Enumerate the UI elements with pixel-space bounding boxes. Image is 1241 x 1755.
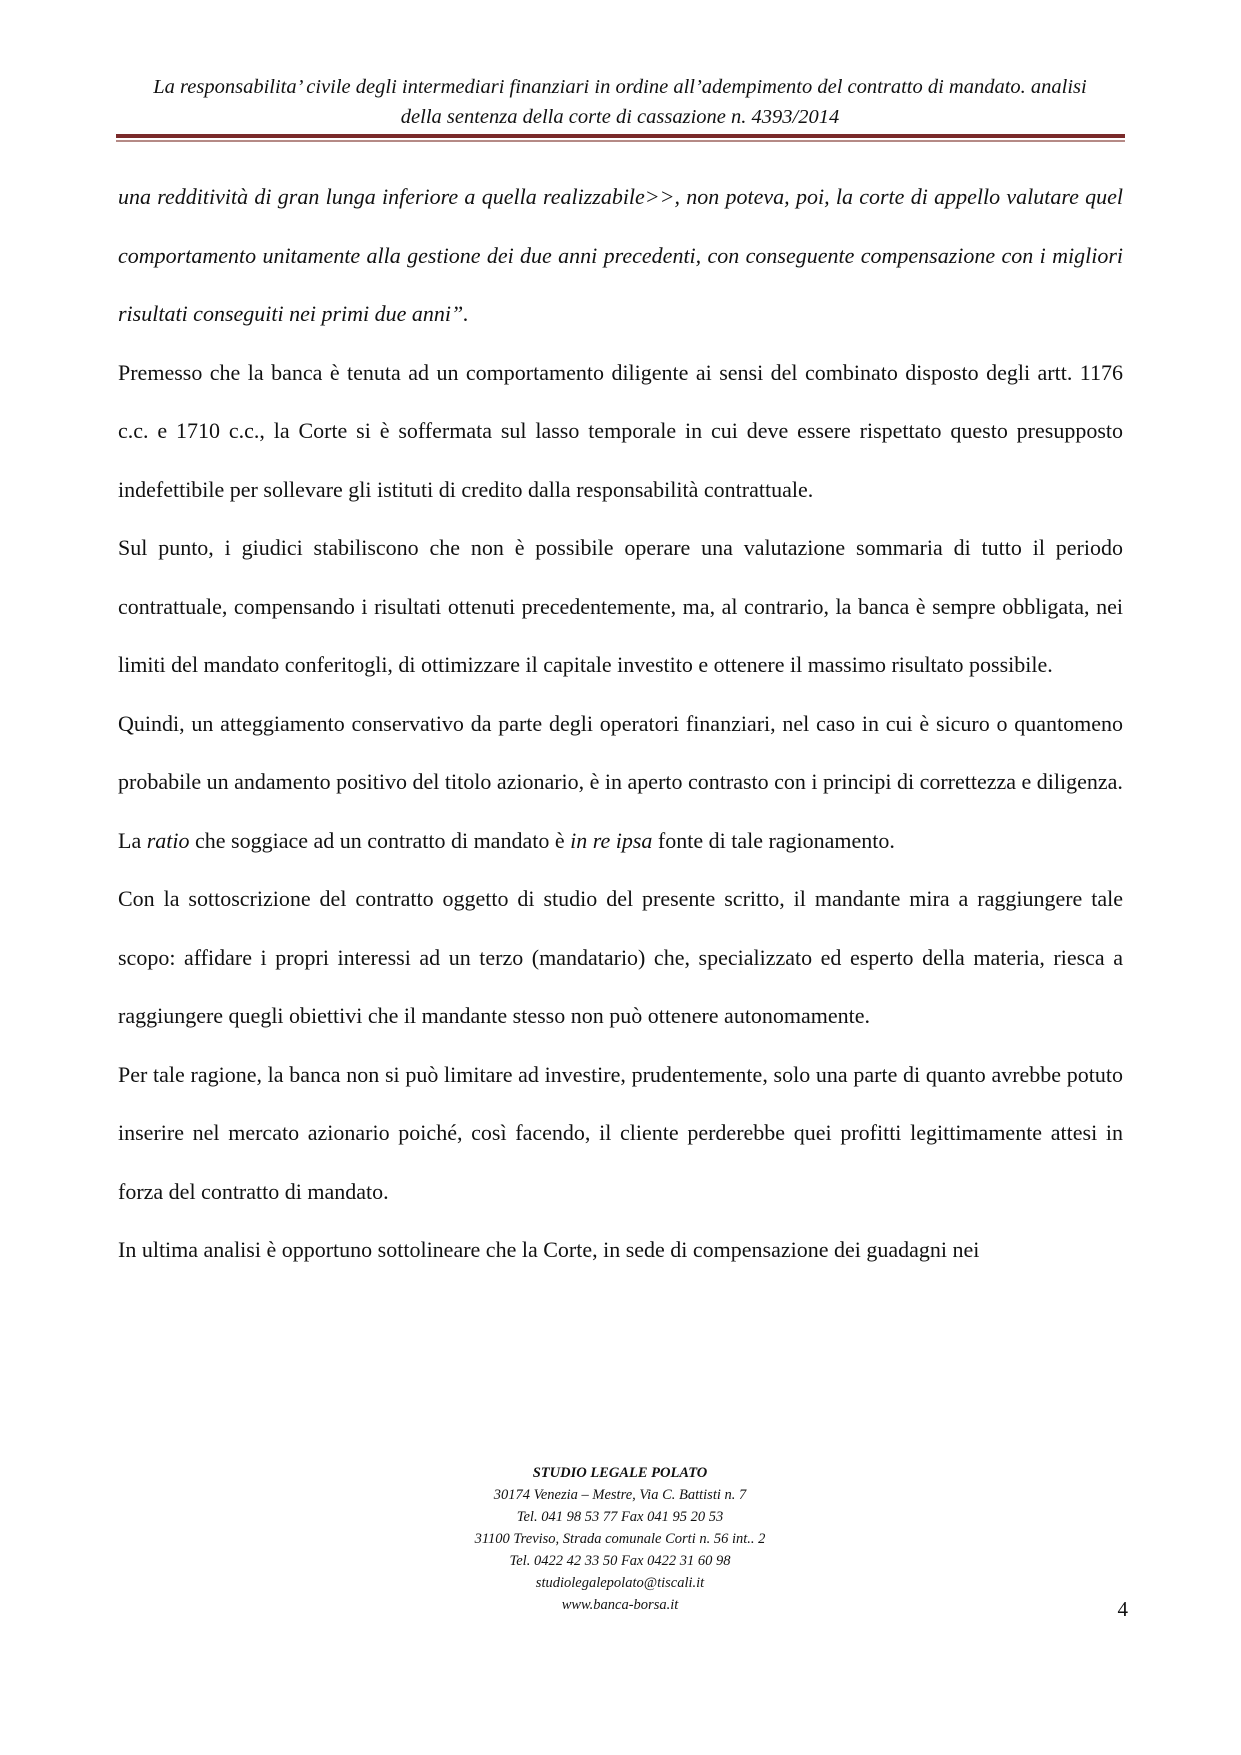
page-body <box>118 168 1123 1280</box>
paragraph-subscription: Con la sottoscrizione del contratto oggetto di studio del presente scritto, il mandante mira a raggiungere tale scopo: affidare i propri interessi ad un terzo (mandatario) che, specializzato ed esperto della materia, riesca a raggiungere quegli obiettivi che il mandante stesso non può ottenere autonomamente. <box>118 886 1123 1028</box>
footer-website: www.banca-borsa.it <box>561 1597 679 1613</box>
footer-phone-treviso: Tel. 0422 42 33 50 Fax 0422 31 60 98 <box>509 1553 731 1569</box>
in-re-ipsa-term: in re ipsa <box>570 827 653 853</box>
page-footer <box>420 1462 820 1616</box>
ratio-text-middle: che soggiace ad un contratto di mandato è <box>189 827 571 853</box>
quoted-passage: una redditività di gran lunga inferiore a quella realizzabile>>, non poteva, poi, la corte di appello valutare quel comportamento unitamente alla gestione dei due anni precedenti, con conseguente compensazione con i migliori risultati conseguiti nei primi due anni”. <box>118 184 1123 326</box>
paragraph-diligence: Premesso che la banca è tenuta ad un comportamento diligente ai sensi del combinato disposto degli artt. 1176 c.c. e 1710 c.c., la Corte si è soffermata sul lasso temporale in cui deve essere rispettato questo presupposto indefettibile per sollevare gli istituti di credito dalla responsabilità contrattuale. <box>118 359 1123 502</box>
page-header <box>110 72 1130 132</box>
footer-email: studiolegalepolato@tiscali.it <box>535 1575 705 1591</box>
ratio-text-end: fonte di tale ragionamento. <box>652 827 895 853</box>
paragraph-reason: Per tale ragione, la banca non si può limitare ad investire, prudentemente, solo una parte di quanto avrebbe potuto inserire nel mercato azionario poiché, così facendo, il cliente perderebbe quei profitti legittimamente attesi in forza del contratto di mandato. <box>118 1061 1123 1204</box>
ratio-text-start: La <box>118 827 147 853</box>
header-divider-thin <box>116 140 1125 142</box>
paragraph-conservative-attitude: Quindi, un atteggiamento conservativo da parte degli operatori finanziari, nel caso in cui è sicuro o quantomeno probabile un andamento positivo del titolo azionario, è in aperto contrasto con i principi di correttezza e diligenza. <box>118 710 1123 794</box>
header-title-line-1: La responsabilita’ civile degli intermediari finanziari in ordine all’adempimento del contratto di mandato. analisi <box>153 76 1087 98</box>
footer-firm-name: STUDIO LEGALE POLATO <box>532 1465 708 1481</box>
footer-address-treviso: 31100 Treviso, Strada comunale Corti n. 56 int.. 2 <box>474 1531 766 1547</box>
paragraph-final-analysis: In ultima analisi è opportuno sottolineare che la Corte, in sede di compensazione dei guadagni nei <box>118 1237 980 1262</box>
footer-phone-venezia: Tel. 041 98 53 77 Fax 041 95 20 53 <box>516 1509 724 1525</box>
paragraph-ratio <box>118 812 1123 871</box>
paragraph-judges: Sul punto, i giudici stabiliscono che non è possibile operare una valutazione sommaria di tutto il periodo contrattuale, compensando i risultati ottenuti precedentemente, ma, al contrario, la banca è sempre obbligata, nei limiti del mandato conferitogli, di ottimizzare il capitale investito e ottenere il massimo risultato possibile. <box>118 535 1123 677</box>
page-number: 4 <box>1117 1597 1128 1621</box>
footer-address-venezia: 30174 Venezia – Mestre, Via C. Battisti n. 7 <box>493 1487 747 1503</box>
ratio-term: ratio <box>146 827 190 853</box>
header-title-line-2: della sentenza della corte di cassazione n. 4393/2014 <box>400 106 840 128</box>
header-divider-thick <box>116 134 1125 138</box>
